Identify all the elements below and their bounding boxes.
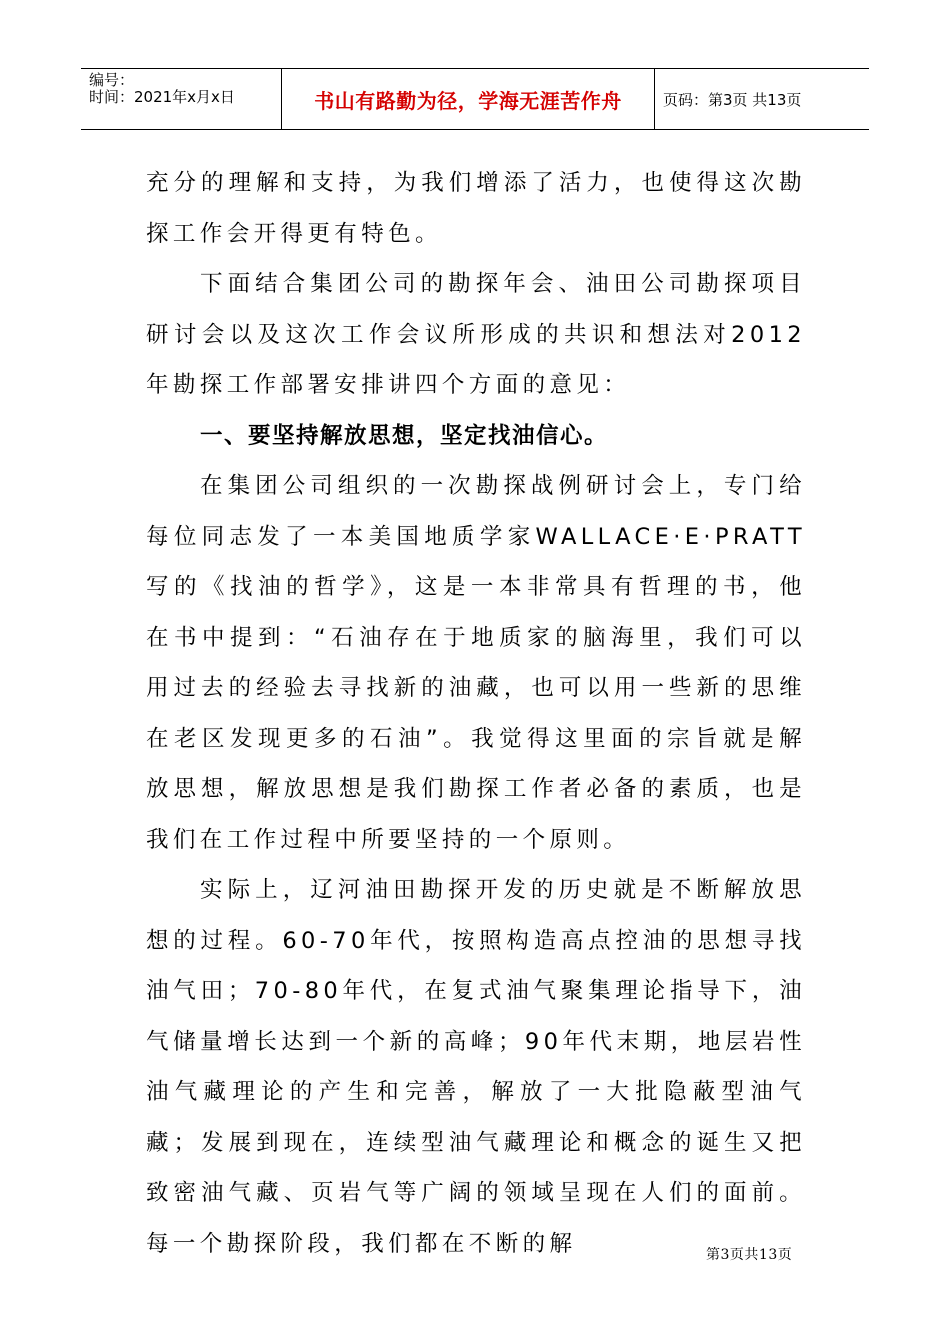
section-heading: 一、要坚持解放思想，坚定找油信心。 [200, 422, 609, 449]
paragraph-history: 实际上，辽河油田勘探开发的历史就是不断解放思想的过程。60-70年代，按照构造高点控油的思想寻找油气田；70-80年代，在复式油气聚集理论指导下，油气储量增长达到一个新的高峰；90年代末期，地层岩性油气藏理论的产生和完善，解放了一大批隐蔽型油气藏；发展到现在，连续型油气藏理论和概念的诞生又把致密油气藏、页岩气等广阔的领域呈现在人们的面前。每一个勘探阶段，我们都在不断的解 [146, 877, 806, 1257]
document-header [81, 68, 869, 130]
header-page-code: 页码：第3页 共13页 [663, 90, 802, 109]
paragraph-intro: 下面结合集团公司的勘探年会、油田公司勘探项目研讨会以及这次工作会议所形成的共识和想法对2012年勘探工作部署安排讲四个方面的意见： [146, 271, 806, 398]
document-date: 时间：2021年x月x日 [89, 88, 235, 106]
document-body [146, 158, 806, 1269]
document-number-label: 编号： [89, 71, 135, 89]
header-meta-cell [81, 69, 282, 129]
header-motto: 书山有路勤为径，学海无涯苦作舟 [314, 88, 622, 113]
header-motto-cell [282, 69, 655, 129]
paragraph-philosophy: 在集团公司组织的一次勘探战例研讨会上，专门给每位同志发了一本美国地质学家WALLACE·E·PRATT写的《找油的哲学》，这是一本非常具有哲理的书，他在书中提到：“石油存在于地质家的脑海里，我们可以用过去的经验去寻找新的油藏，也可以用一些新的思维在老区发现更多的石油”。我觉得这里面的宗旨就是解放思想，解放思想是我们勘探工作者必备的素质，也是我们在工作过程中所要坚持的一个原则。 [146, 473, 806, 853]
page-footer: 第3页共13页 [706, 1247, 793, 1263]
paragraph-continuation: 充分的理解和支持，为我们增添了活力，也使得这次勘探工作会开得更有特色。 [146, 170, 806, 247]
header-page-cell [655, 69, 869, 129]
